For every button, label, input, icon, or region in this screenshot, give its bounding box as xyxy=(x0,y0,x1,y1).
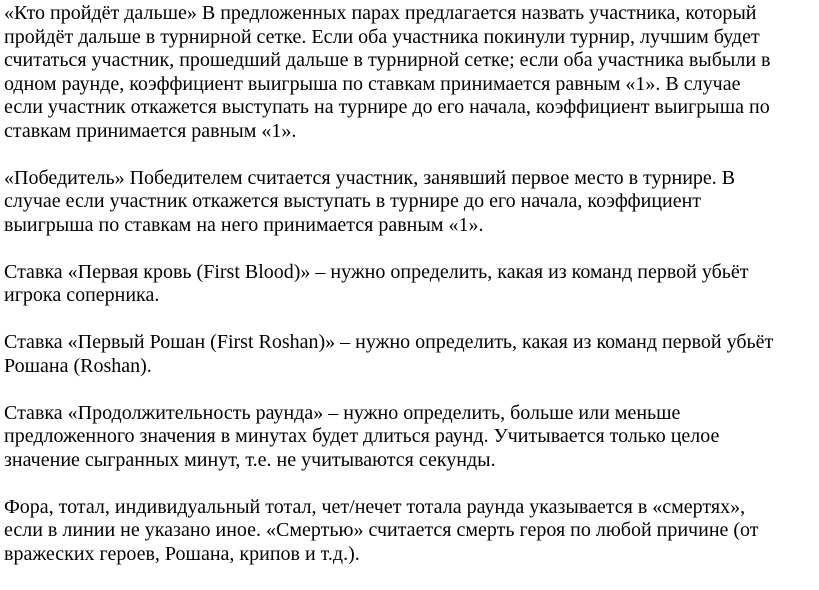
text-line: предложенного значения в минутах будет длиться раунд. Учитывается только целое xyxy=(4,425,720,447)
text-line: «Победитель» Победителем считается участник, занявший первое место в турнире. В xyxy=(4,166,736,189)
document-body xyxy=(4,2,816,590)
paragraph-first-roshan xyxy=(4,331,816,378)
text-line: считаться участник, прошедший дальше в турнирной сетке; если оба участника выбыли в xyxy=(4,49,771,71)
text-line: выигрыша по ставкам на него принимается равным «1». xyxy=(4,213,484,236)
text-line: Ставка «Первый Рошан (First Roshan)» – нужно определить, какая из команд первой убьёт xyxy=(4,331,774,353)
text-line: вражеских героев, Рошана, крипов и т.д.). xyxy=(4,542,360,565)
text-line: ставкам принимается равным «1». xyxy=(4,119,297,142)
text-line: Ставка «Первая кровь (First Blood)» – нужно определить, какая из команд первой убьёт xyxy=(4,260,749,283)
text-line: «Кто пройдёт дальше» В предложенных парах предлагается назвать участника, который xyxy=(4,2,757,24)
text-line: одном раунде, коэффициент выигрыша по ставкам принимается равным «1». В случае xyxy=(4,72,741,95)
text-line: случае если участник откажется выступать в турнире до его начала, коэффициент xyxy=(4,190,702,212)
paragraph-handicap-total xyxy=(4,496,816,567)
text-line: пройдёт дальше в турнирной сетке. Если оба участника покинули турнир, лучшим будет xyxy=(4,25,760,48)
paragraph-first-blood xyxy=(4,261,816,308)
text-line: игрока соперника. xyxy=(4,284,160,306)
text-line: значение сыгранных минут, т.е. не учитываются секунды. xyxy=(4,448,496,471)
paragraph-who-goes-further xyxy=(4,2,816,143)
text-line: Рошана (Roshan). xyxy=(4,354,152,377)
paragraph-winner xyxy=(4,167,816,238)
text-line: если участник откажется выступать на турнире до его начала, коэффициент выигрыша по xyxy=(4,96,770,118)
paragraph-round-duration xyxy=(4,402,816,473)
text-line: Ставка «Продолжительность раунда» – нужно определить, больше или меньше xyxy=(4,401,681,424)
text-line: если в линии не указано иное. «Смертью» считается смерть героя по любой причине (от xyxy=(4,519,759,541)
text-line: Фора, тотал, индивидуальный тотал, чет/нечет тотала раунда указывается в «смертях», xyxy=(4,495,746,518)
